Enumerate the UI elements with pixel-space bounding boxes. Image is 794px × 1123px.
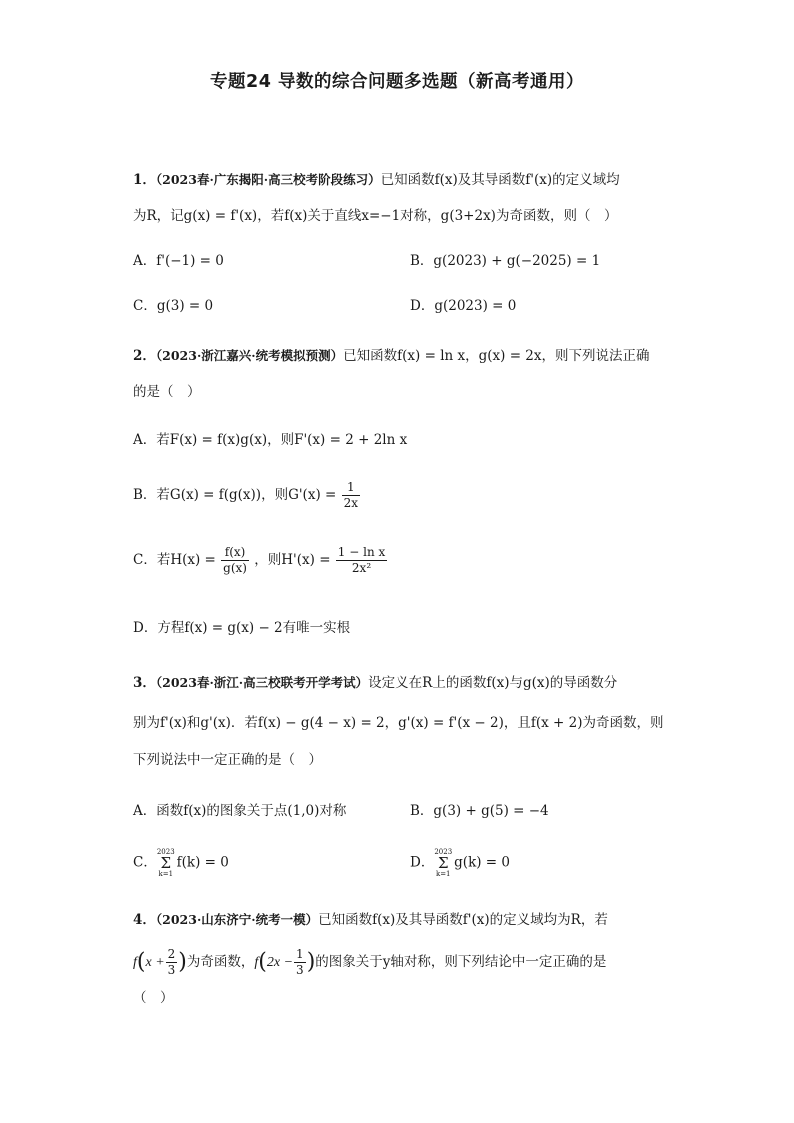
q4-number: 4． [133,912,156,928]
q3-option-a[interactable]: A．函数f(x)的图象关于点(1,0)对称 [133,803,347,819]
fraction-numerator: 1 [296,947,304,961]
q2-option-b-fraction [342,480,360,511]
q4-source: （2023·山东济宁·统考一模） [155,912,319,927]
fraction-numerator: f(x) [221,545,249,561]
fraction-denominator: 3 [296,963,304,977]
summation-icon: 2023 Σ k=1 [156,848,175,878]
summation-icon: 2023 Σ k=1 [434,848,453,878]
q2-number: 2． [133,348,156,364]
q3-option-c-expr: f(k) = 0 [176,854,229,871]
q2-line1 [133,346,650,366]
q4-f1-inner: x + [145,955,165,970]
q4-line2: f(x + $\frac{2}{3}$ )为奇函数，f(2x − $\frac{1}{3}$ )的图象关于y轴对称，则下列结论中一定正确的是 [133,947,607,977]
fraction-denominator: 2x [343,496,359,510]
fraction-numerator: 1 [342,480,360,496]
sum-upper-limit: 2023 [434,848,453,856]
q2-option-c-fraction-result [336,545,387,576]
q4-f2-inner: 2x − [266,955,294,970]
q2-option-c-fraction-h [221,545,249,576]
sum-upper-limit: 2023 [156,848,175,856]
fraction-denominator: 3 [167,963,176,977]
q3-option-c-label: C． [133,854,157,871]
q1-source: （2023春·广东揭阳·高三校考阶段练习） [155,172,381,187]
q2-option-c-text: C．若H(x) = [133,552,216,568]
q4-line1 [133,910,608,930]
q4-f2-fraction [294,947,306,978]
q1-stem-line1: 已知函数f(x)及其导函数f'(x)的定义域均 [380,172,620,188]
q2-stem-line1: 已知函数f(x) = ln x，g(x) = 2x，则下列说法正确 [343,348,650,364]
q3-source: （2023春·浙江·高三校联考开学考试） [155,675,369,690]
q2-option-d[interactable]: D．方程f(x) = g(x) − 2有唯一实根 [133,620,351,636]
q3-option-d-label: D． [410,854,435,871]
q1-option-d[interactable]: D．g(2023) = 0 [410,298,517,314]
q3-option-d-expr: g(k) = 0 [454,854,510,871]
q1-option-a[interactable]: A．f'(−1) = 0 [133,253,224,269]
q3-option-d[interactable] [410,848,510,878]
q4-f1-fraction [166,947,178,978]
q1-option-b[interactable]: B．g(2023) + g(−2025) = 1 [410,253,601,269]
q2-option-b[interactable] [133,480,361,511]
q4-stem-mid: 为奇函数， [186,954,255,970]
q4-line3: （ ） [133,990,174,1006]
q3-line3: 下列说法中一定正确的是（ ） [133,752,322,768]
q1-option-c[interactable]: C．g(3) = 0 [133,298,214,314]
q3-number: 3． [133,675,156,691]
q4-f2-name: f [254,955,259,970]
page-title: 专题24 导数的综合问题多选题（新高考通用） [210,72,584,92]
q1-number: 1． [133,172,156,188]
q3-line1 [133,673,617,693]
sum-lower-limit: k=1 [158,870,174,878]
q3-line2: 别为f'(x)和g'(x)．若f(x) − g(4 − x) = 2，g'(x) = f'(x − 2)，且f(x + 2)为奇函数，则 [133,715,664,731]
q4-stem-tail: 的图象关于y轴对称，则下列结论中一定正确的是 [315,954,607,970]
q3-option-c[interactable] [133,848,229,878]
q1-line1 [133,170,620,190]
q2-line2: 的是（ ） [133,384,201,400]
q2-option-a[interactable]: A．若F(x) = f(x)g(x)，则F'(x) = 2 + 2ln x [133,432,408,448]
fraction-denominator: 2x² [351,561,372,575]
sum-lower-limit: k=1 [435,870,451,878]
fraction-denominator: g(x) [223,561,247,575]
q2-option-c-mid: ，则H'(x) = [254,552,331,568]
q4-stem-line1: 已知函数f(x)及其导函数f'(x)的定义域均为R，若 [318,912,608,928]
fraction-numerator: 2 [167,947,176,961]
q2-source: （2023·浙江嘉兴·统考模拟预测） [155,348,344,363]
q3-stem-line1: 设定义在R上的函数f(x)与g(x)的导函数分 [368,675,618,691]
q3-option-b[interactable]: B．g(3) + g(5) = −4 [410,803,549,819]
q2-option-b-text: B．若G(x) = f(g(x))，则G'(x) = [133,487,337,503]
q4-f1-name: f [133,955,137,970]
q1-line2: 为R，记g(x) = f'(x)，若f(x)关于直线x=−1对称，g(3+2x)为奇函数，则（ ） [133,208,618,224]
q2-option-c[interactable] [133,545,388,576]
fraction-numerator: 1 − ln x [337,545,386,559]
